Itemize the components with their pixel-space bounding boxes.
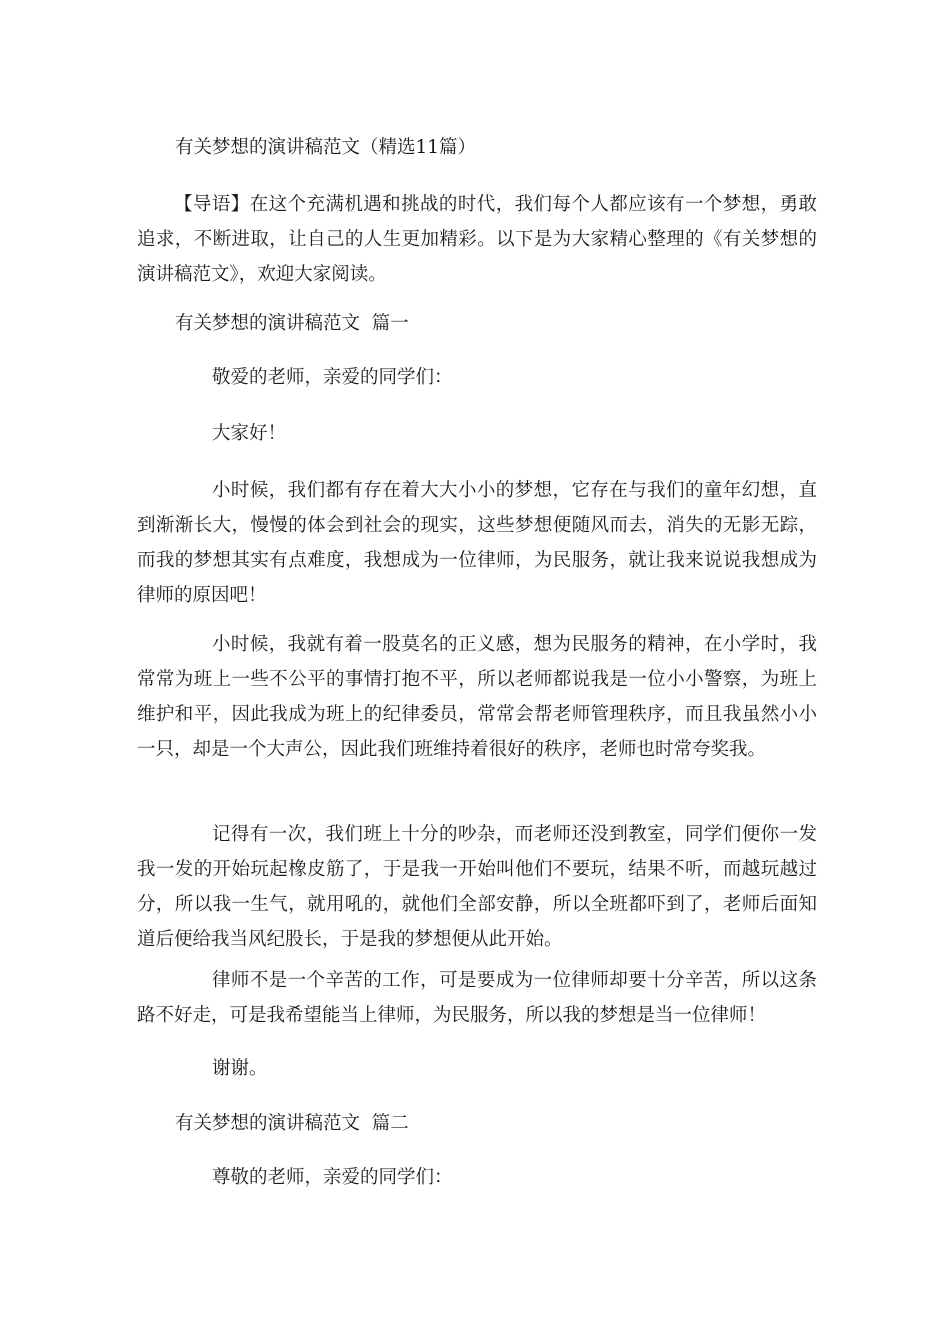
body-paragraph-2: 小时候，我就有着一股莫名的正义感，想为民服务的精神，在小学时，我常常为班上一些不公平的事情打抱不平，所以老师都说我是一位小小警察，为班上维护和平，因此我成为班上的纪律委员，常常会帮老师管理秩序，而且我虽然小小一只，却是一个大声公，因此我们班维持着很好的秩序，老师也时常夸奖我。 <box>137 634 817 760</box>
intro-paragraph: 【导语】在这个充满机遇和挑战的时代，我们每个人都应该有一个梦想，勇敢追求，不断进取，让自己的人生更加精彩。以下是为大家精心整理的《有关梦想的演讲稿范文》，欢迎大家阅读。 <box>137 194 817 285</box>
salutation-1: 敬爱的老师，亲爱的同学们： <box>212 367 453 388</box>
section-heading-2: 有关梦想的演讲稿范文 篇二 <box>175 1113 409 1134</box>
body-paragraph-1: 小时候，我们都有存在着大大小小的梦想，它存在与我们的童年幻想，直到渐渐长大，慢慢的体会到社会的现实，这些梦想便随风而去，消失的无影无踪，而我的梦想其实有点难度，我想成为一位律师，为民服务，就让我来说说我想成为律师的原因吧！ <box>137 480 817 606</box>
body-paragraph-3: 记得有一次，我们班上十分的吵杂，而老师还没到教室，同学们便你一发我一发的开始玩起橡皮筋了，于是我一开始叫他们不要玩，结果不听，而越玩越过分，所以我一生气，就用吼的，就他们全部安静，所以全班都吓到了，老师后面知道后便给我当风纪股长，于是我的梦想便从此开始。 <box>137 824 817 950</box>
body-paragraph-4: 律师不是一个辛苦的工作，可是要成为一位律师却要十分辛苦，所以这条路不好走，可是我希望能当上律师，为民服务，所以我的梦想是当一位律师！ <box>137 970 817 1026</box>
greeting-1: 大家好！ <box>212 423 287 444</box>
section-heading-1: 有关梦想的演讲稿范文 篇一 <box>175 313 409 334</box>
closing-1: 谢谢。 <box>212 1058 268 1079</box>
salutation-2: 尊敬的老师，亲爱的同学们： <box>212 1167 453 1188</box>
document-title: 有关梦想的演讲稿范文（精选11篇） <box>175 137 477 158</box>
